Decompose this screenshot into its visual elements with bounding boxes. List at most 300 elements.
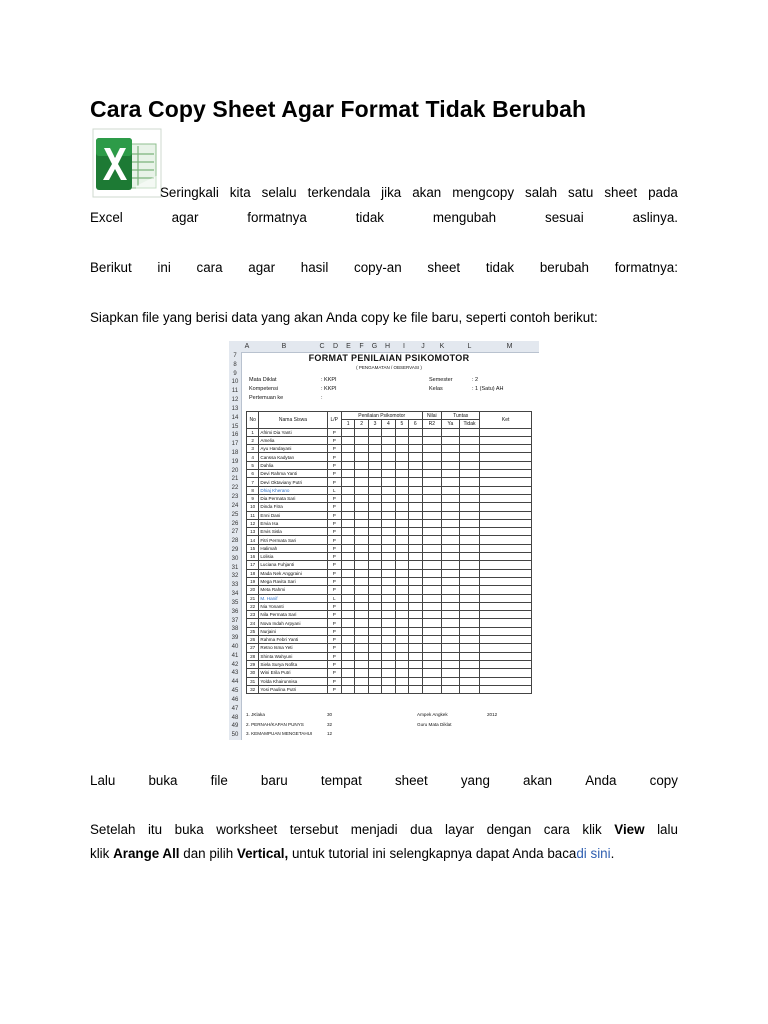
empty-cell: [422, 461, 442, 469]
empty-cell: [341, 528, 354, 536]
empty-cell: [442, 627, 460, 635]
empty-cell: [341, 594, 354, 602]
empty-cell: [459, 685, 480, 693]
empty-cell: [368, 511, 381, 519]
empty-cell: [355, 652, 368, 660]
empty-cell: [355, 544, 368, 552]
student-lp: P: [327, 611, 341, 619]
empty-cell: [480, 577, 532, 585]
intro-line2-text: [90, 206, 678, 230]
student-lp: L: [327, 486, 341, 494]
empty-cell: [341, 586, 354, 594]
empty-cell: [382, 602, 395, 610]
empty-cell: [368, 660, 381, 668]
empty-cell: [459, 553, 480, 561]
word: agar: [171, 210, 199, 225]
empty-cell: [459, 436, 480, 444]
empty-cell: [459, 519, 480, 527]
empty-cell: [442, 519, 460, 527]
student-lp: P: [327, 644, 341, 652]
prepare-text: Siapkan file yang berisi data yang akan Anda copy ke file baru, seperti contoh berikut:: [90, 310, 598, 325]
meta-pertemuan-value: :: [321, 395, 323, 401]
empty-cell: [341, 611, 354, 619]
row-number: 44: [231, 679, 239, 686]
empty-cell: [341, 677, 354, 685]
empty-cell: [442, 569, 460, 577]
meta-mata-diklat-label: Mata Diklat: [249, 377, 277, 383]
column-letter: F: [359, 343, 364, 350]
student-name: Yolda Khairunnisa: [259, 677, 327, 685]
row-number: 9: [233, 370, 237, 377]
empty-cell: [355, 445, 368, 453]
meta-kelas-label: Kelas: [429, 386, 443, 392]
table-row: [247, 519, 532, 527]
empty-cell: [409, 453, 422, 461]
empty-cell: [480, 611, 532, 619]
empty-cell: [422, 611, 442, 619]
word: copy-an: [354, 260, 402, 275]
empty-cell: [480, 470, 532, 478]
empty-cell: [355, 511, 368, 519]
header-ket: Ket: [480, 412, 532, 429]
empty-cell: [459, 594, 480, 602]
empty-cell: [341, 478, 354, 486]
empty-cell: [368, 561, 381, 569]
word: buka: [174, 822, 204, 837]
student-lp: P: [327, 660, 341, 668]
student-name: Afrimi Dia Yanti: [259, 428, 327, 436]
empty-cell: [409, 553, 422, 561]
empty-cell: [368, 594, 381, 602]
empty-cell: [341, 503, 354, 511]
empty-cell: [409, 561, 422, 569]
empty-cell: [368, 644, 381, 652]
table-row: [247, 544, 532, 552]
empty-cell: [368, 627, 381, 635]
empty-cell: [442, 511, 460, 519]
student-no: 25: [247, 627, 259, 635]
empty-cell: [395, 453, 408, 461]
student-lp: P: [327, 503, 341, 511]
empty-cell: [368, 436, 381, 444]
row-number: 50: [231, 732, 239, 739]
empty-cell: [382, 519, 395, 527]
footer-line3-left: 3. KEMAMPUAN MENGETAHUI: [246, 731, 313, 736]
empty-cell: [382, 478, 395, 486]
empty-cell: [442, 445, 460, 453]
empty-cell: [341, 685, 354, 693]
empty-cell: [368, 677, 381, 685]
empty-cell: [382, 611, 395, 619]
empty-cell: [409, 611, 422, 619]
arrange-line2-rest: untuk tutorial ini selengkapnya dapat Anda baca: [288, 846, 577, 861]
empty-cell: [395, 602, 408, 610]
empty-cell: [480, 528, 532, 536]
empty-cell: [368, 577, 381, 585]
row-number: 22: [231, 485, 239, 492]
row-number: 17: [231, 441, 239, 448]
empty-cell: [355, 503, 368, 511]
empty-cell: [480, 685, 532, 693]
row-number: 45: [231, 688, 239, 695]
empty-cell: [409, 586, 422, 594]
footer-line1-right1: Ampek Angkek: [417, 712, 448, 717]
table-row: [247, 436, 532, 444]
empty-cell: [382, 669, 395, 677]
empty-cell: [409, 619, 422, 627]
empty-cell: [368, 669, 381, 677]
empty-cell: [480, 428, 532, 436]
open-new-file-text: [90, 769, 678, 793]
empty-cell: [395, 619, 408, 627]
table-row: [247, 536, 532, 544]
empty-cell: [355, 594, 368, 602]
empty-cell: [422, 494, 442, 502]
empty-cell: [355, 636, 368, 644]
empty-cell: [382, 636, 395, 644]
empty-cell: [382, 470, 395, 478]
row-number: 27: [231, 529, 239, 536]
column-letter: L: [467, 343, 472, 350]
row-number: 12: [231, 397, 239, 404]
footer-line1-right2: 2012: [487, 712, 498, 717]
paragraph-intro-line1: [160, 181, 678, 205]
empty-cell: [442, 636, 460, 644]
student-lp: P: [327, 494, 341, 502]
empty-cell: [459, 486, 480, 494]
empty-cell: [480, 627, 532, 635]
row-number: 23: [231, 494, 239, 501]
empty-cell: [395, 594, 408, 602]
paragraph-arrange: [90, 818, 678, 866]
empty-cell: [409, 569, 422, 577]
empty-cell: [442, 436, 460, 444]
empty-cell: [480, 586, 532, 594]
empty-cell: [368, 470, 381, 478]
word: agar: [248, 260, 276, 275]
empty-cell: [341, 519, 354, 527]
column-letter: H: [384, 343, 391, 350]
table-row: [247, 636, 532, 644]
empty-cell: [422, 478, 442, 486]
header-r2: R2: [422, 420, 442, 428]
empty-cell: [442, 453, 460, 461]
word: baru: [260, 773, 288, 788]
student-name: Fitri Permata Sari: [259, 536, 327, 544]
table-row: [247, 644, 532, 652]
student-no: 13: [247, 528, 259, 536]
word: itu: [147, 822, 163, 837]
header-lp: L/P: [327, 412, 341, 429]
row-number: 25: [231, 511, 239, 518]
meta-mata-diklat-value: : KKPI: [321, 377, 337, 383]
column-letter: K: [439, 343, 445, 350]
empty-cell: [459, 619, 480, 627]
empty-cell: [422, 519, 442, 527]
empty-cell: [480, 553, 532, 561]
word: tidak: [485, 260, 515, 275]
student-name: Dahlia: [259, 461, 327, 469]
student-lp: P: [327, 519, 341, 527]
word: formatnya:: [614, 260, 678, 275]
word: lalu: [657, 822, 678, 837]
header-tuntas: Tuntas: [442, 412, 480, 420]
table-row: [247, 594, 532, 602]
empty-cell: [382, 660, 395, 668]
student-no: 31: [247, 677, 259, 685]
empty-cell: [341, 660, 354, 668]
empty-cell: [409, 660, 422, 668]
empty-cell: [395, 486, 408, 494]
empty-cell: [409, 428, 422, 436]
student-name: Devi Oktaviany Putri: [259, 478, 327, 486]
empty-cell: [480, 569, 532, 577]
empty-cell: [341, 428, 354, 436]
empty-cell: [422, 586, 442, 594]
empty-cell: [459, 561, 480, 569]
row-number: 24: [231, 502, 239, 509]
row-number: 13: [231, 405, 239, 412]
view-bold: View: [614, 822, 645, 837]
table-row: [247, 470, 532, 478]
empty-cell: [422, 652, 442, 660]
column-letter: M: [506, 343, 513, 350]
student-lp: P: [327, 569, 341, 577]
empty-cell: [480, 660, 532, 668]
empty-cell: [368, 611, 381, 619]
empty-cell: [442, 660, 460, 668]
empty-cell: [459, 461, 480, 469]
steps-text: [90, 256, 678, 280]
row-number: 11: [231, 388, 239, 395]
word: kita: [229, 185, 251, 200]
empty-cell: [409, 536, 422, 544]
word: Lalu: [90, 773, 116, 788]
empty-cell: [355, 611, 368, 619]
empty-cell: [355, 494, 368, 502]
table-row: [247, 577, 532, 585]
empty-cell: [355, 553, 368, 561]
student-no: 22: [247, 602, 259, 610]
empty-cell: [395, 544, 408, 552]
empty-cell: [395, 561, 408, 569]
empty-cell: [368, 461, 381, 469]
empty-cell: [422, 503, 442, 511]
empty-cell: [459, 470, 480, 478]
arrange-all-bold: Arange All: [113, 846, 180, 861]
empty-cell: [355, 685, 368, 693]
word: berubah: [539, 260, 589, 275]
student-name: Canssa Kadytan: [259, 453, 327, 461]
footer-line2-right: Guru Mata Diklat: [417, 722, 452, 727]
empty-cell: [480, 636, 532, 644]
student-lp: P: [327, 685, 341, 693]
empty-cell: [480, 652, 532, 660]
empty-cell: [355, 577, 368, 585]
empty-cell: [355, 428, 368, 436]
empty-cell: [480, 511, 532, 519]
student-no: 21: [247, 594, 259, 602]
intro-line1-text: [160, 181, 678, 205]
empty-cell: [422, 636, 442, 644]
row-number: 33: [231, 582, 239, 589]
empty-cell: [422, 511, 442, 519]
meta-semester-value: : 2: [472, 377, 479, 383]
empty-cell: [459, 669, 480, 677]
empty-cell: [422, 602, 442, 610]
empty-cell: [355, 669, 368, 677]
empty-cell: [480, 561, 532, 569]
tutorial-link[interactable]: di sini: [576, 846, 611, 861]
empty-cell: [442, 594, 460, 602]
empty-cell: [341, 627, 354, 635]
student-lp: P: [327, 627, 341, 635]
empty-cell: [442, 644, 460, 652]
empty-cell: [459, 586, 480, 594]
empty-cell: [459, 636, 480, 644]
student-no: 7: [247, 478, 259, 486]
student-no: 15: [247, 544, 259, 552]
word: menjadi: [350, 822, 398, 837]
word: Berikut: [90, 260, 132, 275]
empty-cell: [480, 669, 532, 677]
empty-cell: [382, 528, 395, 536]
word: Seringkali: [160, 185, 219, 200]
word: ini: [157, 260, 171, 275]
arrange-line1-text: [90, 818, 678, 842]
empty-cell: [395, 644, 408, 652]
empty-cell: [368, 453, 381, 461]
student-name: Dinda Fitra: [259, 503, 327, 511]
row-number: 47: [231, 705, 239, 712]
header-aspect: 4: [382, 420, 395, 428]
student-lp: P: [327, 436, 341, 444]
sheet-title: FORMAT PENILAIAN PSIKOMOTOR: [308, 353, 470, 363]
empty-cell: [382, 594, 395, 602]
assessment-table: [246, 411, 532, 694]
student-lp: P: [327, 445, 341, 453]
empty-cell: [395, 536, 408, 544]
student-no: 4: [247, 453, 259, 461]
table-row: [247, 428, 532, 436]
empty-cell: [442, 677, 460, 685]
student-name: Mada Nek Anggraini: [259, 569, 327, 577]
row-number: 14: [231, 414, 239, 421]
empty-cell: [409, 685, 422, 693]
empty-cell: [459, 428, 480, 436]
article-title: Cara Copy Sheet Agar Format Tidak Berubah: [90, 96, 587, 122]
word: copy: [649, 773, 678, 788]
empty-cell: [355, 619, 368, 627]
empty-cell: [382, 569, 395, 577]
empty-cell: [459, 577, 480, 585]
empty-cell: [442, 561, 460, 569]
empty-cell: [480, 677, 532, 685]
row-number: 8: [233, 361, 237, 368]
empty-cell: [459, 677, 480, 685]
empty-cell: [355, 436, 368, 444]
empty-cell: [480, 436, 532, 444]
empty-cell: [409, 461, 422, 469]
empty-cell: [459, 660, 480, 668]
word: sheet: [427, 260, 461, 275]
empty-cell: [341, 553, 354, 561]
word: pada: [648, 185, 678, 200]
empty-cell: [442, 652, 460, 660]
student-lp: P: [327, 528, 341, 536]
empty-cell: [442, 428, 460, 436]
empty-cell: [480, 644, 532, 652]
student-no: 20: [247, 586, 259, 594]
empty-cell: [422, 453, 442, 461]
word: sheet: [394, 773, 428, 788]
empty-cell: [409, 528, 422, 536]
table-row: [247, 445, 532, 453]
meta-kelas-value: : 1 (Satu) AH: [472, 386, 504, 392]
empty-cell: [459, 445, 480, 453]
empty-cell: [382, 544, 395, 552]
empty-cell: [409, 445, 422, 453]
word: yang: [460, 773, 490, 788]
word: akan: [412, 185, 442, 200]
column-letter: G: [371, 343, 378, 350]
empty-cell: [368, 544, 381, 552]
empty-cell: [480, 594, 532, 602]
meta-semester-label: Semester: [429, 377, 453, 383]
empty-cell: [480, 544, 532, 552]
row-number: 35: [231, 599, 239, 606]
student-no: 14: [247, 536, 259, 544]
header-ya: Ya: [442, 420, 460, 428]
empty-cell: [355, 453, 368, 461]
empty-cell: [395, 519, 408, 527]
student-no: 6: [247, 470, 259, 478]
student-name: Nila Permata Sari: [259, 611, 327, 619]
empty-cell: [341, 652, 354, 660]
table-row: [247, 569, 532, 577]
empty-cell: [395, 428, 408, 436]
empty-cell: [422, 544, 442, 552]
empty-cell: [459, 569, 480, 577]
empty-cell: [422, 677, 442, 685]
empty-cell: [368, 553, 381, 561]
student-no: 26: [247, 636, 259, 644]
empty-cell: [442, 553, 460, 561]
student-rows: [247, 428, 532, 694]
arrange-line2-end: .: [610, 846, 615, 861]
empty-cell: [355, 627, 368, 635]
student-name: Enni Dani: [259, 511, 327, 519]
empty-cell: [409, 470, 422, 478]
empty-cell: [341, 636, 354, 644]
student-lp: P: [327, 602, 341, 610]
empty-cell: [422, 619, 442, 627]
empty-cell: [382, 428, 395, 436]
student-name: Mega Ravita Sari: [259, 577, 327, 585]
student-no: 32: [247, 685, 259, 693]
empty-cell: [341, 544, 354, 552]
empty-cell: [355, 586, 368, 594]
empty-cell: [442, 602, 460, 610]
word: aslinya.: [632, 210, 678, 225]
word: Anda: [585, 773, 617, 788]
table-row: [247, 478, 532, 486]
empty-cell: [368, 602, 381, 610]
empty-cell: [382, 503, 395, 511]
column-letter: A: [244, 343, 250, 350]
word: sesuai: [545, 210, 584, 225]
row-number: 7: [233, 353, 237, 359]
